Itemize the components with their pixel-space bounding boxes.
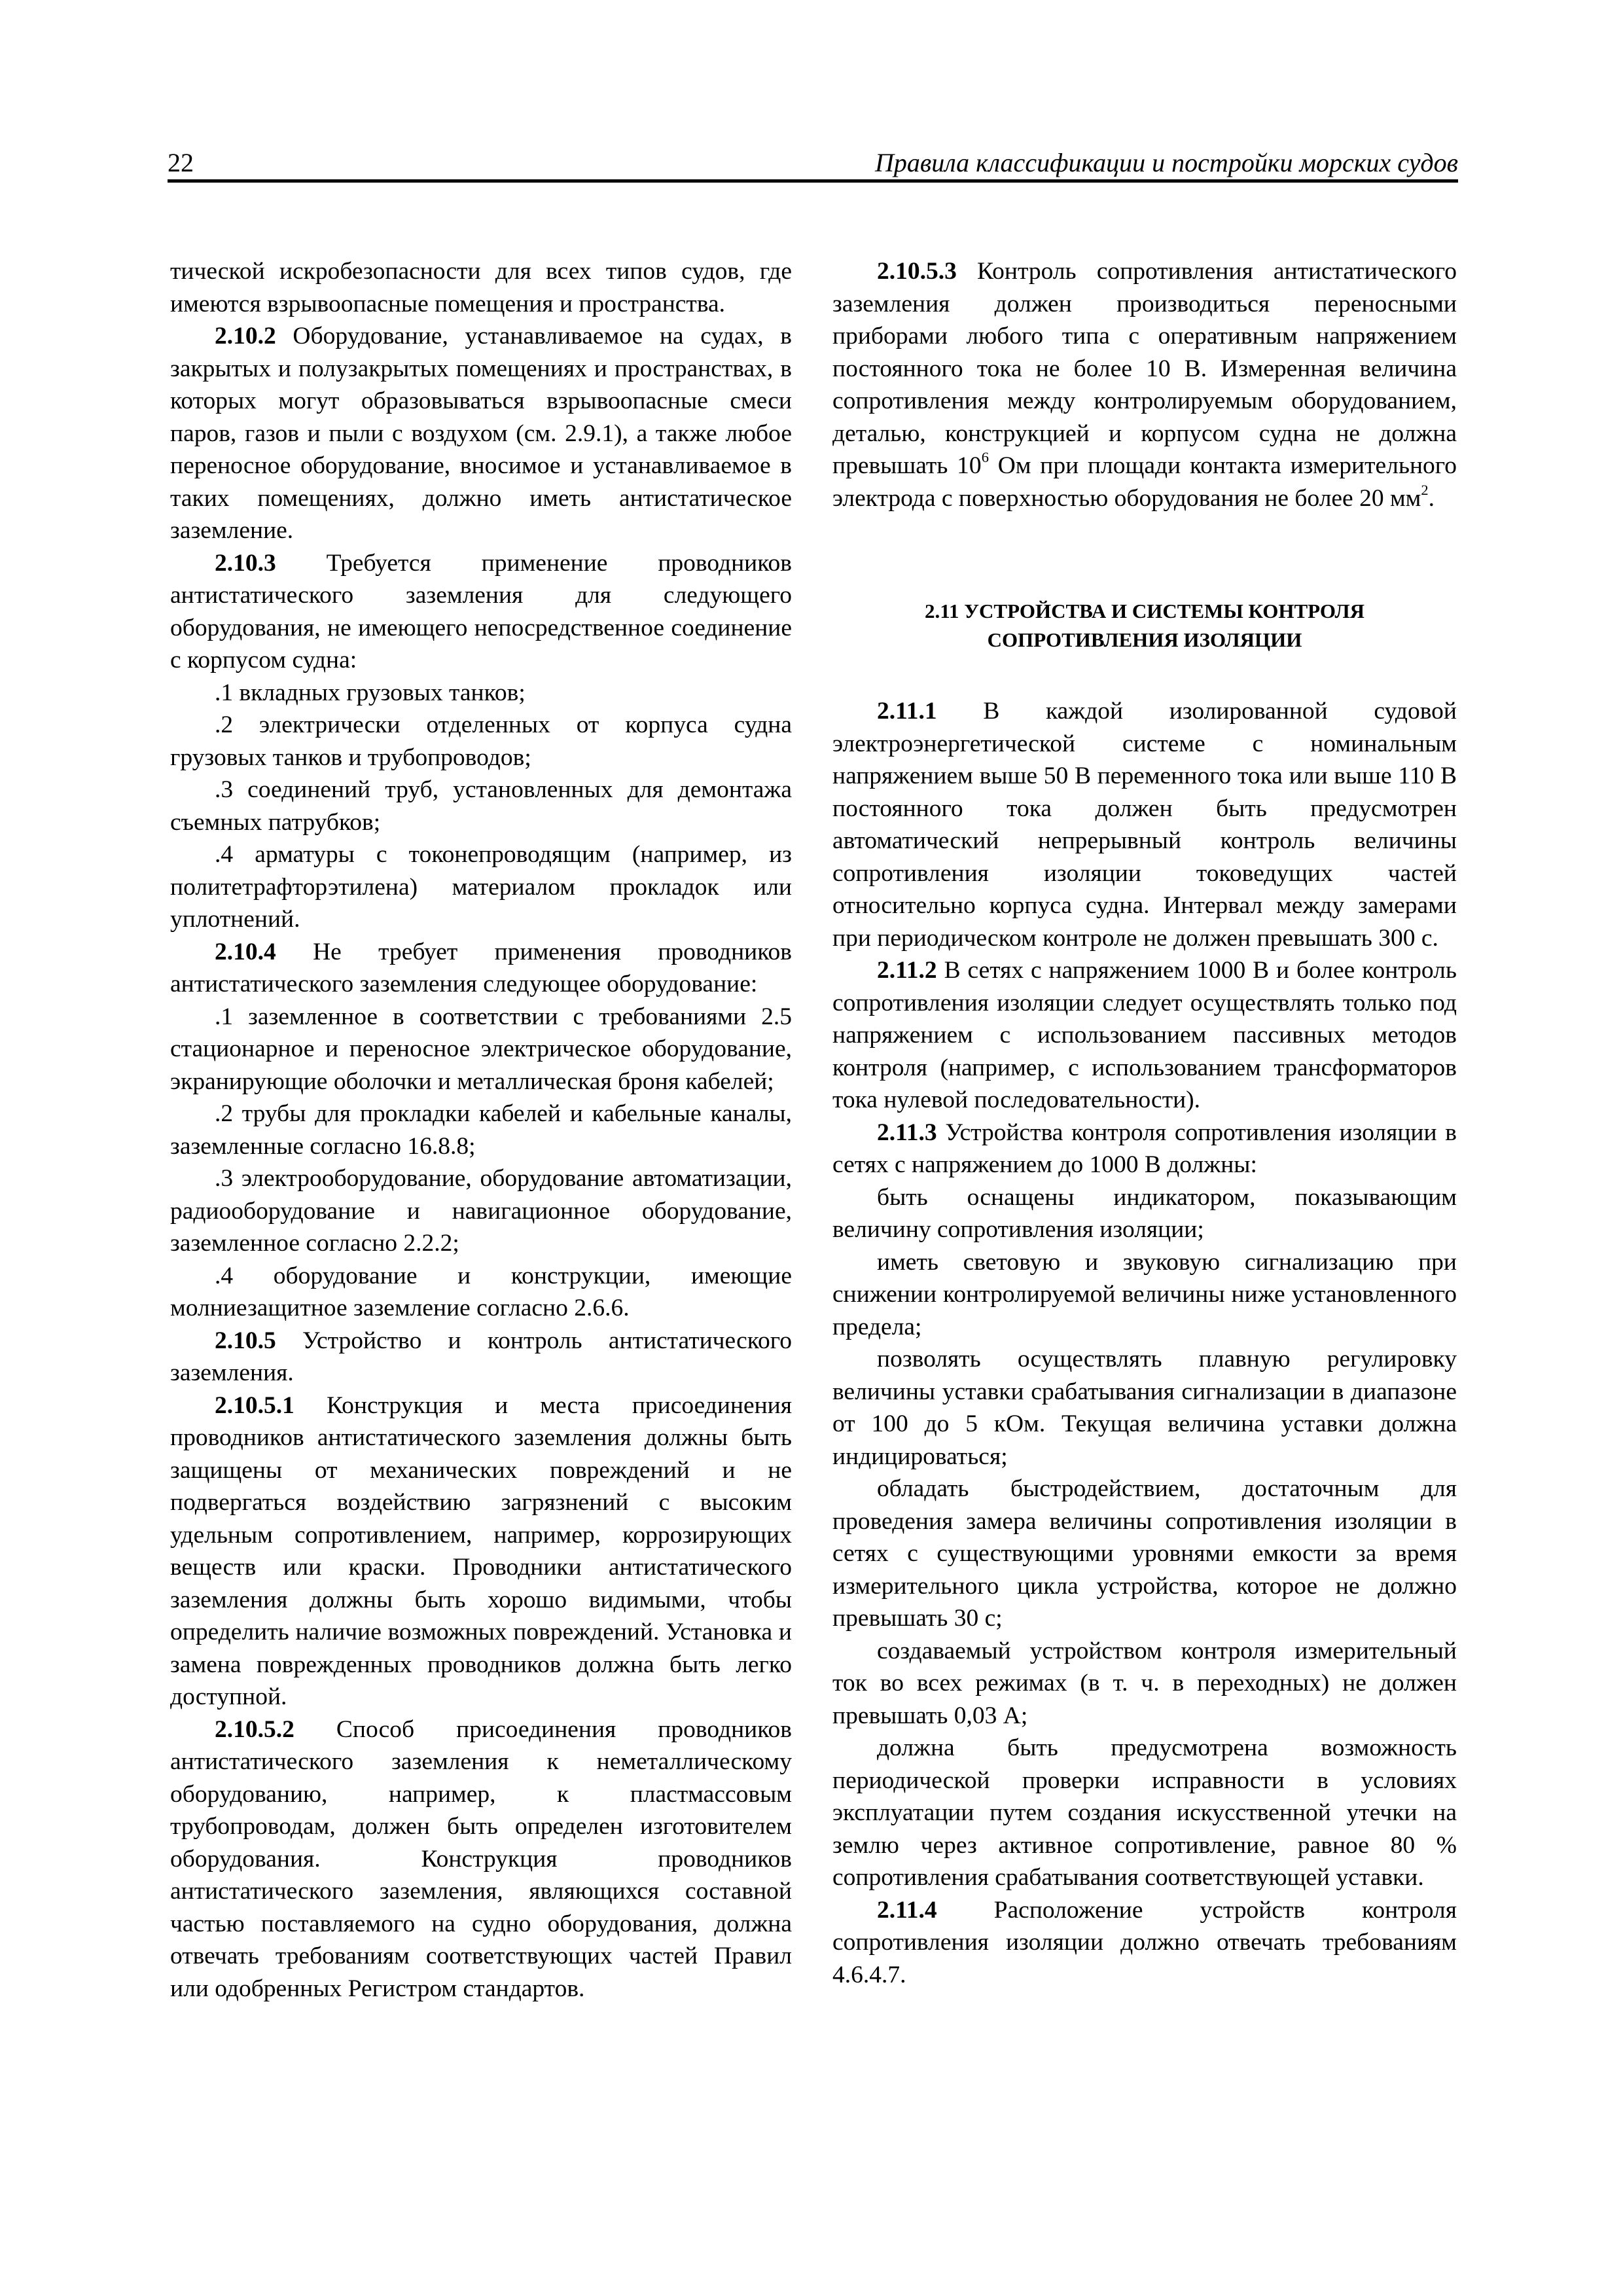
clause-2-10-5 <box>170 1325 792 1390</box>
superscript: 6 <box>981 449 989 466</box>
right-column <box>832 255 1457 1991</box>
clause-text: Не требует применения проводников антистатического заземления следующее оборудование: <box>170 938 792 997</box>
clause-text: Способ присоединения проводников антистатического заземления к неметаллическому оборудованию, например, к пластмассовым трубопроводам, должен быть определен изготовителем оборудования. Конструкция проводников антистатического заземления, являющихся составной частью поставляемого на судно оборудования, должна отвечать требованиям соответствующих частей Правил или одобренных Регистром стандартов. <box>170 1715 792 2002</box>
clause-2-11-1 <box>832 695 1457 954</box>
list-item: .1 вкладных грузовых танков; <box>215 679 526 706</box>
section-title <box>832 597 1457 655</box>
list-item: быть оснащены индикатором, показывающим величину сопротивления изоляции; <box>832 1183 1457 1243</box>
list-item: создаваемый устройством контроля измерительный ток во всех режимах (в т. ч. в переходных) не должен превышать 0,03 А; <box>832 1637 1457 1729</box>
left-column <box>170 255 792 2005</box>
paragraph: тической искробезопасности для всех типов судов, где имеются взрывоопасные помещения и пространства. <box>170 258 792 317</box>
clause-text: Требуется применение проводников антистатического заземления для следующего оборудования, не имеющего непосредственное соединение с корпусом судна: <box>170 549 792 673</box>
list-item: .3 электрооборудование, оборудование автоматизации, радиооборудование и навигационное оборудование, заземленное согласно 2.2.2; <box>170 1165 792 1257</box>
list-item: позволять осуществлять плавную регулировку величины уставки срабатывания сигнализации в диапазоне от 100 до 5 кОм. Текущая величина уставки должна индицироваться; <box>832 1346 1457 1470</box>
page-number: 22 <box>168 148 194 177</box>
clause-2-11-3 <box>832 1117 1457 1181</box>
section-title-line: СОПРОТИВЛЕНИЯ ИЗОЛЯЦИИ <box>987 628 1302 651</box>
clause-text: . <box>1428 484 1435 512</box>
clause-number: 2.10.4 <box>215 938 276 965</box>
clause-2-11-2 <box>832 954 1457 1117</box>
clause-number: 2.10.5 <box>215 1327 276 1354</box>
clause-number: 2.10.5.2 <box>215 1715 294 1743</box>
list-item: .2 электрически отделенных от корпуса судна грузовых танков и трубопроводов; <box>170 711 792 771</box>
list-item: должна быть предусмотрена возможность периодической проверки исправности в условиях эксплуатации путем создания искусственной утечки на землю через активное сопротивление, равное 80 % сопротивления срабатывания соответствующей уставки. <box>832 1734 1457 1891</box>
clause-text: Конструкция и места присоединения проводников антистатического заземления должны быть защищены от механических повреждений и не подвергаться воздействию загрязнений с высоким удельным сопротивлением, например, коррозирующих веществ или краски. Проводники антистатического заземления должны быть хорошо видимыми, чтобы определить наличие возможных повреждений. Установка и замена поврежденных проводников должна быть легко доступной. <box>170 1391 792 1710</box>
clause-2-11-4 <box>832 1894 1457 1992</box>
running-title: Правила классификации и постройки морских судов <box>874 148 1458 177</box>
list-item: .3 соединений труб, установленных для демонтажа съемных патрубков; <box>170 776 792 836</box>
clause-text: Ом при площади контакта измерительного электрода с поверхностью оборудования не более 20 мм <box>832 452 1457 512</box>
clause-2-10-2 <box>170 320 792 547</box>
clause-number: 2.11.1 <box>877 698 937 725</box>
superscript: 2 <box>1421 481 1429 498</box>
clause-number: 2.11.4 <box>877 1896 937 1924</box>
clause-2-10-5-1 <box>170 1390 792 1713</box>
clause-text: Расположение устройств контроля сопротивления изоляции должно отвечать требованиям 4.6.4.7. <box>832 1896 1457 1988</box>
list-item: .1 заземленное в соответствии с требованиями 2.5 стационарное и переносное электрическое оборудование, экранирующие оболочки и металлическая броня кабелей; <box>170 1003 792 1095</box>
clause-text: Оборудование, устанавливаемое на судах, в закрытых и полузакрытых помещениях и пространствах, в которых могут образовываться взрывоопасные смеси паров, газов и пыли с воздухом (см. 2.9.1), а также любое переносное оборудование, вносимое и устанавливаемое в таких помещениях, должно иметь антистатическое заземление. <box>170 323 792 544</box>
clause-number: 2.10.5.1 <box>215 1391 294 1419</box>
clause-text: Контроль сопротивления антистатического заземления должен производиться переносными приборами любого типа с оперативным напряжением постоянного тока не более 10 В. Измеренная величина сопротивления между контролируемым оборудованием, деталью, конструкцией и корпусом судна не должна превышать 10 <box>832 258 1457 479</box>
clause-text: В каждой изолированной судовой электроэнергетической системе с номинальным напряжением выше 50 В переменного тока или выше 110 В постоянного тока должен быть предусмотрен автоматический непрерывный контроль величины сопротивления изоляции токоведущих частей относительно корпуса судна. Интервал между замерами при периодическом контроле не должен превышать 300 с. <box>832 698 1457 952</box>
list-item: .4 арматуры с токонепроводящим (например, из политетрафторэтилена) материалом прокладок или уплотнений. <box>170 841 792 933</box>
clause-2-10-5-2 <box>170 1713 792 2005</box>
clause-number: 2.10.2 <box>215 323 276 350</box>
clause-number: 2.11.3 <box>877 1119 937 1146</box>
clause-text: Устройство и контроль антистатического заземления. <box>170 1327 792 1386</box>
clause-2-10-4 <box>170 936 792 1001</box>
clause-number: 2.11.2 <box>877 957 937 984</box>
clause-text: Устройства контроля сопротивления изоляции в сетях с напряжением до 1000 В должны: <box>832 1119 1457 1178</box>
list-item: .4 оборудование и конструкции, имеющие молниезащитное заземление согласно 2.6.6. <box>170 1262 792 1321</box>
list-item: .2 трубы для прокладки кабелей и кабельные каналы, заземленные согласно 16.8.8; <box>170 1100 792 1160</box>
clause-2-10-5-3 <box>832 255 1457 514</box>
clause-number: 2.10.3 <box>215 549 276 577</box>
section-title-line: 2.11 УСТРОЙСТВА И СИСТЕМЫ КОНТРОЛЯ <box>925 600 1364 622</box>
clause-number: 2.10.5.3 <box>877 258 957 285</box>
clause-2-10-3 <box>170 547 792 677</box>
page-header <box>168 145 1458 183</box>
list-item: иметь световую и звуковую сигнализацию при снижении контролируемой величины ниже установленного предела; <box>832 1248 1457 1340</box>
clause-text: В сетях с напряжением 1000 В и более контроль сопротивления изоляции следует осуществлять только под напряжением с использованием пассивных методов контроля (например, с использованием трансформаторов тока нулевой последовательности). <box>832 957 1457 1113</box>
list-item: обладать быстродействием, достаточным для проведения замера величины сопротивления изоляции в сетях с существующими уровнями емкости за время измерительного цикла устройства, которое не должно превышать 30 с; <box>832 1475 1457 1632</box>
